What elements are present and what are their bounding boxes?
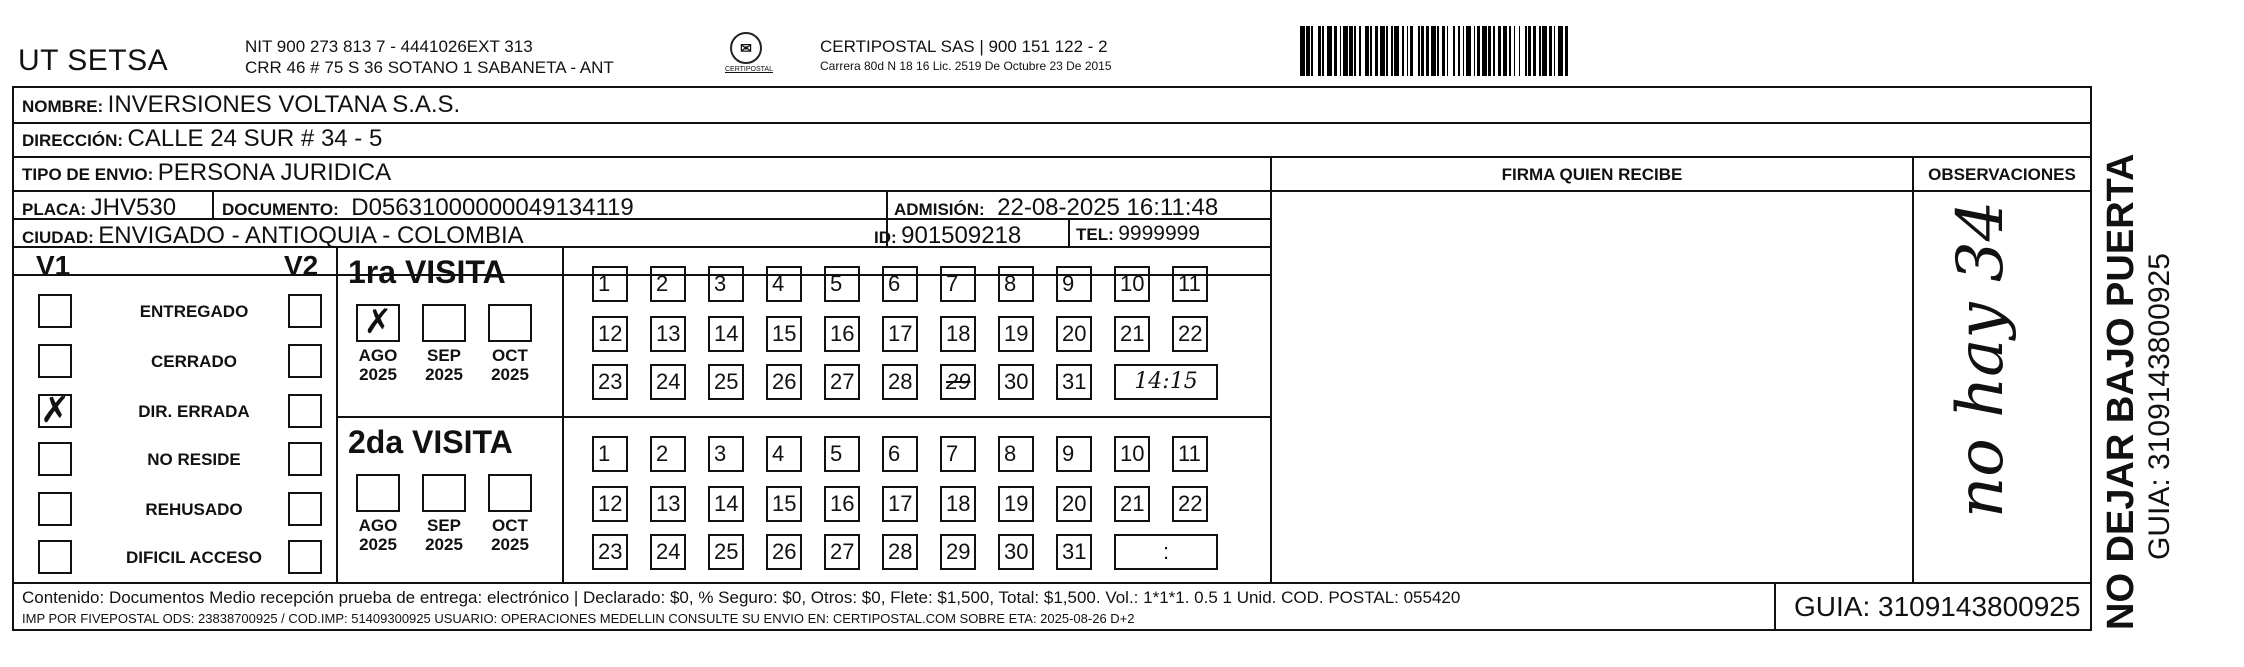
tel-cell — [1076, 222, 1200, 246]
day-box[interactable]: 12 — [592, 316, 628, 352]
side-tracking-number: GUIA: 3109143800925 — [2143, 253, 2176, 560]
observations-heading: OBSERVACIONES — [1928, 165, 2076, 184]
month-label — [482, 346, 538, 384]
month-name: SEP — [426, 516, 462, 535]
month-name: OCT — [492, 516, 528, 535]
day-box[interactable]: 13 — [650, 486, 686, 522]
month-label — [416, 346, 472, 384]
city-cell — [22, 222, 524, 250]
month-year: 2025 — [359, 535, 397, 554]
day-box[interactable]: 7 — [940, 436, 976, 472]
admission-cell — [894, 194, 1218, 222]
month-checkbox[interactable]: ✗ — [356, 304, 400, 342]
v1-status-checkbox[interactable] — [38, 442, 72, 476]
day-box[interactable]: 20 — [1056, 316, 1092, 352]
day-box[interactable]: 30 — [998, 364, 1034, 400]
day-box[interactable]: 2 — [650, 266, 686, 302]
day-box[interactable]: 11 — [1172, 266, 1208, 302]
certipostal-logo — [725, 32, 773, 74]
v2-status-checkbox[interactable] — [288, 492, 322, 526]
document-number: D05631000000049134119 — [351, 194, 634, 221]
day-box[interactable]: 22 — [1172, 486, 1208, 522]
day-box[interactable]: 3 — [708, 266, 744, 302]
visit-title: 1ra VISITA — [348, 254, 506, 290]
month-year: 2025 — [359, 365, 397, 384]
day-box[interactable]: 30 — [998, 534, 1034, 570]
document-cell — [222, 194, 634, 222]
month-checkbox[interactable] — [488, 304, 532, 342]
v2-status-checkbox[interactable] — [288, 344, 322, 378]
month-checkbox[interactable] — [356, 474, 400, 512]
month-label — [350, 346, 406, 384]
shipping-type-row — [22, 159, 391, 187]
day-box[interactable]: 1 — [592, 266, 628, 302]
observations-handwriting: no hay 34 — [1944, 200, 2018, 518]
carrier-nit: CERTIPOSTAL SAS | 900 151 122 - 2 — [820, 37, 1108, 56]
shipping-type: PERSONA JURIDICA — [157, 159, 392, 186]
day-box[interactable]: 26 — [766, 534, 802, 570]
visit1-status-heading: V1 — [36, 250, 71, 281]
city-label: CIUDAD: — [22, 228, 94, 247]
month-label — [416, 516, 472, 554]
status-option-label: DIR. ERRADA — [138, 402, 250, 421]
city: ENVIGADO - ANTIOQUIA - COLOMBIA — [98, 222, 524, 249]
recipient-name-row — [22, 91, 460, 119]
signature-heading: FIRMA QUIEN RECIBE — [1501, 165, 1683, 184]
day-box[interactable]: 22 — [1172, 316, 1208, 352]
v2-status-checkbox[interactable] — [288, 294, 322, 328]
day-box[interactable]: 19 — [998, 486, 1034, 522]
recipient-name: INVERSIONES VOLTANA S.A.S. — [107, 91, 461, 118]
day-box[interactable]: 12 — [592, 486, 628, 522]
day-box[interactable]: 15 — [766, 486, 802, 522]
recipient-name-label: NOMBRE: — [22, 97, 104, 116]
day-box[interactable]: 27 — [824, 534, 860, 570]
day-box[interactable]: 23 — [592, 534, 628, 570]
day-box[interactable]: 8 — [998, 436, 1034, 472]
day-box[interactable]: 9 — [1056, 436, 1092, 472]
day-box[interactable]: 17 — [882, 486, 918, 522]
day-box[interactable]: 17 — [882, 316, 918, 352]
day-box[interactable]: 20 — [1056, 486, 1092, 522]
plate-label: PLACA: — [22, 200, 87, 219]
no-under-door-notice: NO DEJAR BAJO PUERTA — [2100, 153, 2142, 630]
status-option-label: REHUSADO — [145, 500, 243, 519]
sender-info — [245, 36, 614, 78]
carrier-license: Carrera 80d N 18 16 Lic. 2519 De Octubre 23 De 2015 — [820, 59, 1112, 73]
day-box[interactable]: 8 — [998, 266, 1034, 302]
day-box[interactable]: 1 — [592, 436, 628, 472]
month-checkbox[interactable] — [488, 474, 532, 512]
day-box[interactable]: 13 — [650, 316, 686, 352]
v1-status-checkbox[interactable] — [38, 344, 72, 378]
v1-status-checkbox[interactable] — [38, 294, 72, 328]
month-name: SEP — [426, 346, 462, 365]
visit2-status-heading: V2 — [284, 250, 319, 281]
day-box[interactable]: 10 — [1114, 436, 1150, 472]
day-box[interactable]: 6 — [882, 266, 918, 302]
v1-status-checkbox[interactable]: ✗ — [40, 389, 71, 430]
v2-status-checkbox[interactable] — [288, 442, 322, 476]
tracking-number: GUIA: 3109143800925 — [1794, 591, 2081, 622]
content-summary: Contenido: Documentos Medio recepción prueba de entrega: electrónico | Declarado: $0, % Seguro: $0, Otros: $0, Flete: $1,500, Total: $1,500. Vol.: 1*1*1. 0.5 1 Unid. COD. POSTAL: 055420 — [22, 588, 1461, 607]
recipient-tel: 9999999 — [1118, 222, 1200, 245]
month-year: 2025 — [425, 365, 463, 384]
day-box[interactable]: 29 — [940, 364, 976, 400]
visit-time-field[interactable]: 14:15 — [1114, 364, 1218, 400]
day-box[interactable]: 14 — [708, 316, 744, 352]
month-name: OCT — [492, 346, 528, 365]
day-box[interactable]: 27 — [824, 364, 860, 400]
visit-time-field[interactable]: : — [1114, 534, 1218, 570]
day-box[interactable]: 21 — [1114, 316, 1150, 352]
visit-title: 2da VISITA — [348, 424, 513, 460]
month-year: 2025 — [491, 365, 529, 384]
id-cell — [874, 222, 1021, 250]
day-box[interactable]: 24 — [650, 364, 686, 400]
month-year: 2025 — [491, 535, 529, 554]
day-box[interactable]: 9 — [1056, 266, 1092, 302]
day-box[interactable]: 29 — [940, 534, 976, 570]
tracking-barcode — [1300, 26, 1820, 76]
recipient-address: CALLE 24 SUR # 34 - 5 — [127, 125, 383, 152]
day-box[interactable]: 16 — [824, 316, 860, 352]
month-name: AGO — [358, 346, 398, 365]
status-option-label: NO RESIDE — [147, 450, 241, 469]
shipping-type-label: TIPO DE ENVIO: — [22, 165, 154, 184]
status-option-label: ENTREGADO — [139, 302, 249, 321]
status-option-label: DIFICIL ACCESO — [125, 548, 262, 567]
month-checkbox[interactable] — [422, 474, 466, 512]
recipient-id: 901509218 — [901, 222, 1022, 249]
month-checkbox[interactable] — [422, 304, 466, 342]
logo-caption: CERTIPOSTAL — [725, 66, 773, 73]
admission-label: ADMISIÓN: — [894, 200, 985, 219]
day-box[interactable]: 31 — [1056, 534, 1092, 570]
side-notice — [2100, 154, 2177, 630]
month-year: 2025 — [425, 535, 463, 554]
day-box[interactable]: 2 — [650, 436, 686, 472]
v1-status-checkbox[interactable] — [38, 540, 72, 574]
delivery-form — [12, 86, 2092, 631]
day-box[interactable]: 15 — [766, 316, 802, 352]
plate-cell — [22, 194, 176, 222]
month-label — [350, 516, 406, 554]
day-box[interactable]: 6 — [882, 436, 918, 472]
status-option-label: CERRADO — [151, 352, 237, 371]
sender-company: UT SETSA — [18, 44, 169, 77]
sender-address: CRR 46 # 75 S 36 SOTANO 1 SABANETA - ANT — [245, 58, 614, 77]
day-box[interactable]: 10 — [1114, 266, 1150, 302]
recipient-address-row — [22, 125, 382, 153]
day-box[interactable]: 28 — [882, 534, 918, 570]
day-box[interactable]: 5 — [824, 266, 860, 302]
day-box[interactable]: 4 — [766, 436, 802, 472]
day-box[interactable]: 25 — [708, 364, 744, 400]
v2-status-checkbox[interactable] — [288, 540, 322, 574]
month-label — [482, 516, 538, 554]
print-info: IMP POR FIVEPOSTAL ODS: 23838700925 / COD.IMP: 51409300925 USUARIO: OPERACIONES MEDELLIN CONSULTE SU ENVIO EN: CERTIPOSTAL.COM SOBRE ETA: 2025-08-26 D+2 — [22, 611, 1135, 626]
day-box[interactable]: 28 — [882, 364, 918, 400]
id-label: ID: — [874, 228, 897, 247]
carrier-info — [820, 36, 1112, 75]
day-box[interactable]: 25 — [708, 534, 744, 570]
day-box[interactable]: 16 — [824, 486, 860, 522]
day-box[interactable]: 23 — [592, 364, 628, 400]
v2-status-checkbox[interactable] — [288, 394, 322, 428]
document-label: DOCUMENTO: — [222, 200, 339, 219]
recipient-address-label: DIRECCIÓN: — [22, 131, 124, 150]
month-name: AGO — [358, 516, 398, 535]
day-box[interactable]: 19 — [998, 316, 1034, 352]
day-box[interactable]: 18 — [940, 486, 976, 522]
day-box[interactable]: 24 — [650, 534, 686, 570]
day-box[interactable]: 26 — [766, 364, 802, 400]
day-box[interactable]: 31 — [1056, 364, 1092, 400]
day-box[interactable]: 4 — [766, 266, 802, 302]
tel-label: TEL: — [1076, 225, 1114, 244]
day-box[interactable]: 7 — [940, 266, 976, 302]
admission-date: 22-08-2025 16:11:48 — [997, 194, 1219, 221]
day-box[interactable]: 14 — [708, 486, 744, 522]
day-box[interactable]: 11 — [1172, 436, 1208, 472]
day-box[interactable]: 21 — [1114, 486, 1150, 522]
envelope-icon: ✉ — [730, 32, 762, 64]
day-box[interactable]: 3 — [708, 436, 744, 472]
v1-status-checkbox[interactable] — [38, 492, 72, 526]
day-box[interactable]: 5 — [824, 436, 860, 472]
plate: JHV530 — [90, 194, 177, 221]
sender-nit: NIT 900 273 813 7 - 4441026EXT 313 — [245, 37, 533, 56]
day-box[interactable]: 18 — [940, 316, 976, 352]
